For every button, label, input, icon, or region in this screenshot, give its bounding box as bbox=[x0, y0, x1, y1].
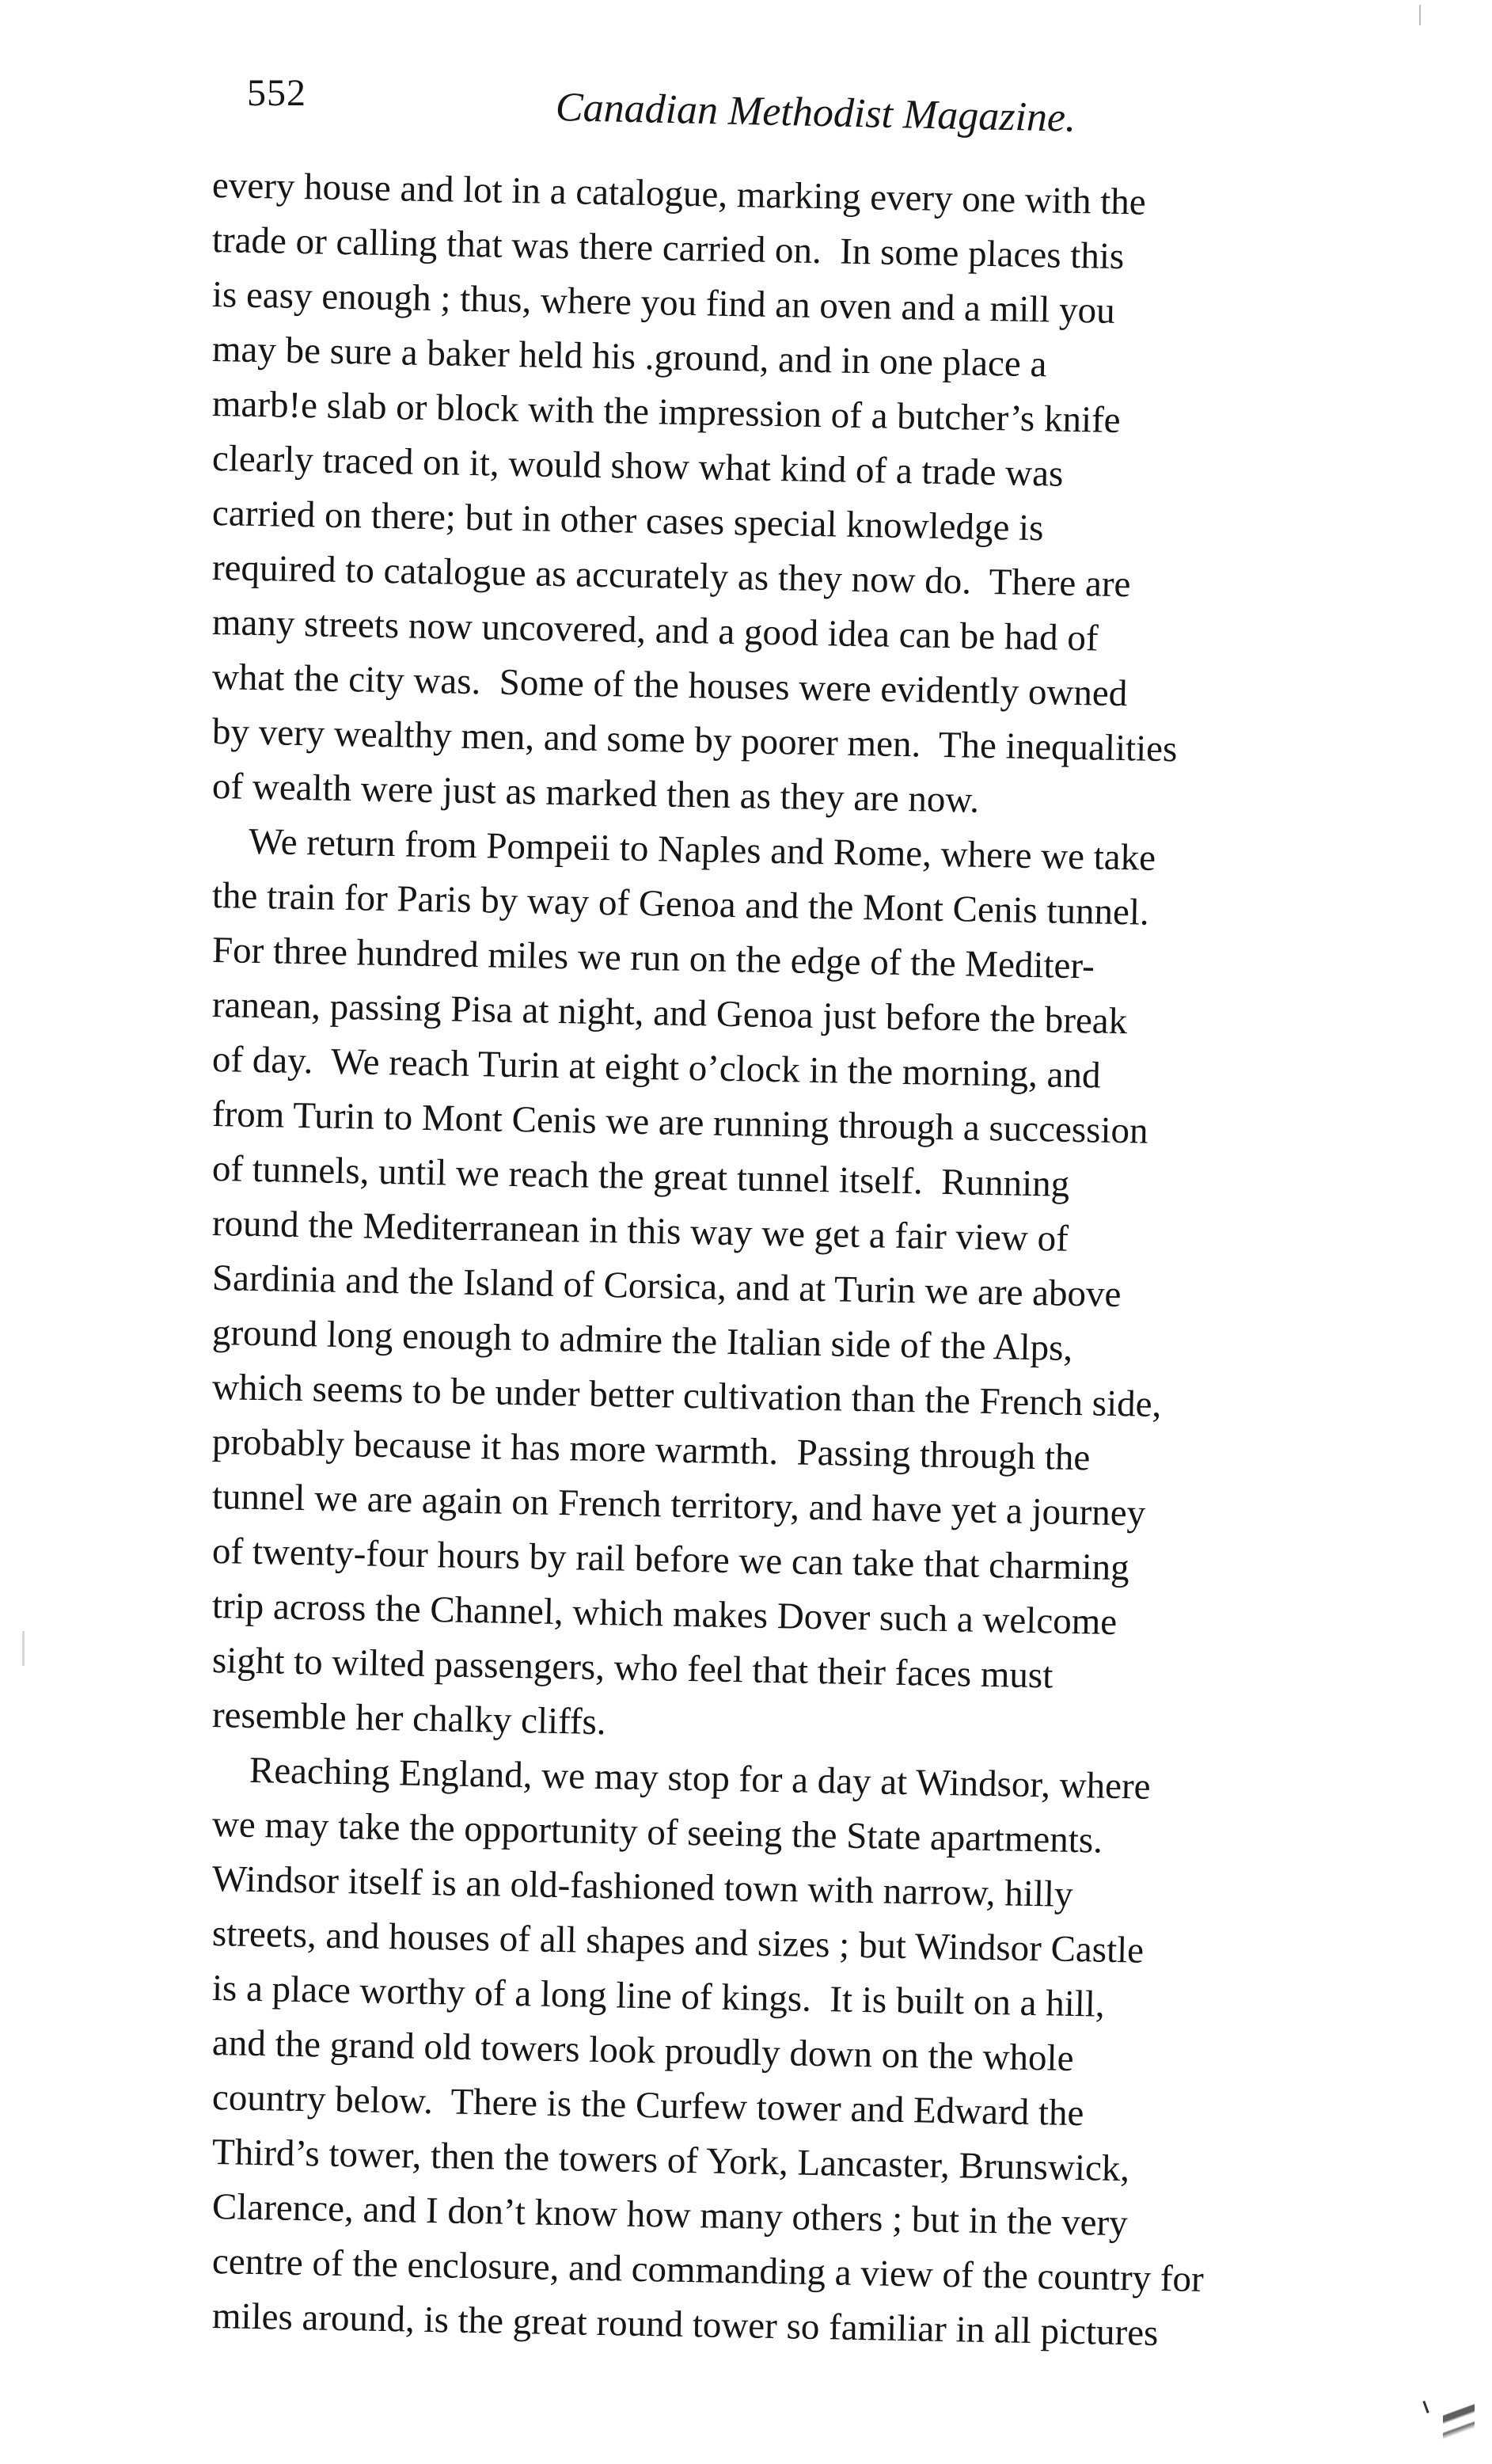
text-line: of day. We reach Turin at eight o’clock in the morning, and bbox=[211, 1039, 1101, 1097]
text-line: we may take the opportunity of seeing the State apartments. bbox=[211, 1804, 1103, 1861]
scan-artifact bbox=[22, 1631, 25, 1666]
text-line: country below. There is the Curfew tower and Edward the bbox=[211, 2077, 1084, 2135]
text-line: trip across the Channel, which makes Dover such a welcome bbox=[211, 1585, 1118, 1643]
text-line: may be sure a baker held his .ground, and in one place a bbox=[211, 329, 1047, 386]
scan-artifact bbox=[1419, 5, 1421, 25]
text-line: round the Mediterranean in this way we get a fair view of bbox=[211, 1203, 1069, 1260]
text-line: the train for Paris by way of Genoa and the Mont Cenis tunnel. bbox=[211, 875, 1150, 934]
text-line: of twenty-four hours by rail before we can take that charming bbox=[211, 1530, 1130, 1589]
text-line: carried on there; but in other cases special knowledge is bbox=[211, 492, 1044, 549]
text-line: Windsor itself is an old-fashioned town with narrow, hilly bbox=[211, 1858, 1073, 1915]
page-number: 552 bbox=[247, 72, 306, 114]
text-line: every house and lot in a catalogue, marking every one with the bbox=[211, 165, 1147, 223]
text-line: resemble her chalky cliffs. bbox=[211, 1694, 607, 1743]
text-line: clearly traced on it, would show what kind of a trade was bbox=[211, 438, 1064, 495]
text-line: centre of the enclosure, and commanding a view of the country for bbox=[211, 2241, 1205, 2300]
scan-artifact bbox=[1422, 2401, 1429, 2413]
text-line: what the city was. Some of the houses were evidently owned bbox=[211, 656, 1128, 715]
text-line: from Turin to Mont Cenis we are running through a succession bbox=[211, 1093, 1149, 1152]
text-line: is a place worthy of a long line of kings. It is built on a hill, bbox=[211, 1968, 1106, 2025]
scan-artifact bbox=[1443, 2394, 1475, 2451]
text-line: probably because it has more warmth. Passing through the bbox=[211, 1421, 1091, 1479]
text-line: Third’s tower, then the towers of York, Lancaster, Brunswick, bbox=[211, 2131, 1130, 2190]
text-line: For three hundred miles we run on the edge of the Mediter- bbox=[211, 930, 1095, 987]
text-line: trade or calling that was there carried on. In some places this bbox=[211, 219, 1125, 278]
text-line: miles around, is the great round tower so familiar in all pictures bbox=[211, 2295, 1159, 2354]
text-line: many streets now uncovered, and a good idea can be had of bbox=[211, 602, 1099, 660]
page-header bbox=[247, 70, 1197, 141]
body-text bbox=[211, 158, 1479, 2354]
text-line: Clarence, and I don’t know how many others ; but in the very bbox=[211, 2186, 1129, 2245]
text-line: and the grand old towers look proudly down on the whole bbox=[211, 2022, 1074, 2079]
text-line: streets, and houses of all shapes and sizes ; but Windsor Castle bbox=[211, 1913, 1145, 1972]
text-line: of tunnels, until we reach the great tunnel itself. Running bbox=[211, 1148, 1070, 1205]
text-line: Sardinia and the Island of Corsica, and at Turin we are above bbox=[211, 1257, 1122, 1316]
running-title: Canadian Methodist Magazine. bbox=[555, 85, 1076, 141]
paragraph-first-line: Reaching England, we may stop for a day at Windsor, where bbox=[211, 1749, 1151, 1808]
text-line: of wealth were just as marked then as they are now. bbox=[211, 766, 980, 821]
text-line: by very wealthy men, and some by poorer men. The inequalities bbox=[211, 711, 1178, 770]
text-line: which seems to be under better cultivation than the French side, bbox=[211, 1367, 1162, 1425]
text-line: required to catalogue as accurately as they now do. There are bbox=[211, 547, 1131, 606]
text-line: marb!e slab or block with the impression of a butcher’s knife bbox=[211, 383, 1122, 442]
paragraph-first-line: We return from Pompeii to Naples and Rome, where we take bbox=[211, 820, 1156, 879]
text-line: ground long enough to admire the Italian side of the Alps, bbox=[211, 1312, 1073, 1369]
text-line: ranean, passing Pisa at night, and Genoa just before the break bbox=[211, 984, 1128, 1043]
text-line: is easy enough ; thus, where you find an oven and a mill you bbox=[211, 274, 1116, 332]
text-line: sight to wilted passengers, who feel that their faces must bbox=[211, 1640, 1054, 1697]
text-line: tunnel we are again on French territory, and have yet a journey bbox=[211, 1476, 1146, 1534]
